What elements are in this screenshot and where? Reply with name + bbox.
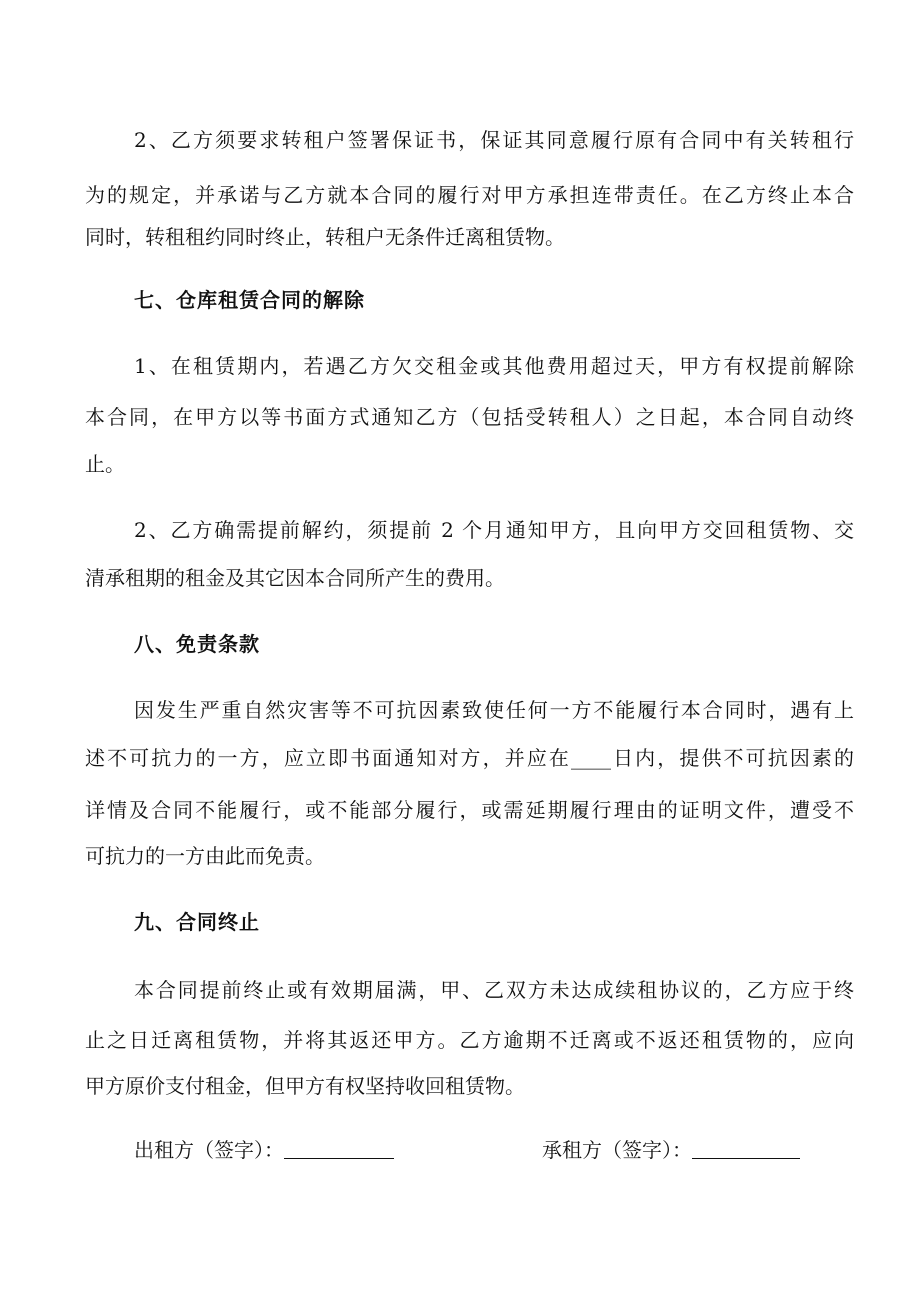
lessee-signature-blank[interactable] bbox=[692, 1138, 800, 1159]
section7-heading: 七、仓库租赁合同的解除 bbox=[134, 288, 365, 312]
s6-item2-line2: 为的规定，并承诺与乙方就本合同的履行对甲方承担连带责任。在乙方终止本合 bbox=[85, 183, 854, 207]
s8-line4: 可抗力的一方由此而免责。 bbox=[85, 844, 325, 868]
lessor-signature bbox=[134, 1137, 394, 1163]
s7-item1-line1: 1、在租赁期内，若遇乙方欠交租金或其他费用超过天，甲方有权提前解除 bbox=[134, 354, 854, 378]
section8-heading: 八、免责条款 bbox=[134, 632, 260, 656]
s8-line2: 述不可抗力的一方，应立即书面通知对方，并应在____日内，提供不可抗因素的 bbox=[85, 746, 854, 770]
lessee-signature-label: 承租方（签字）： bbox=[542, 1138, 692, 1162]
s9-line1: 本合同提前终止或有效期届满，甲、乙双方未达成续租协议的，乙方应于终 bbox=[134, 978, 854, 1002]
s9-line3: 甲方原价支付租金，但甲方有权坚持收回租赁物。 bbox=[85, 1074, 525, 1098]
s9-line2: 止之日迁离租赁物，并将其返还甲方。乙方逾期不迁离或不返还租赁物的，应向 bbox=[85, 1028, 854, 1052]
section9-heading: 九、合同终止 bbox=[134, 910, 260, 934]
s6-item2-line1: 2、乙方须要求转租户签署保证书，保证其同意履行原有合同中有关转租行 bbox=[134, 128, 854, 152]
s8-line1: 因发生严重自然灾害等不可抗因素致使任何一方不能履行本合同时，遇有上 bbox=[134, 698, 854, 722]
s7-item2-line2: 清承租期的租金及其它因本合同所产生的费用。 bbox=[85, 566, 505, 590]
lessor-signature-blank[interactable] bbox=[284, 1138, 394, 1159]
s7-item1-line3: 止。 bbox=[85, 452, 125, 476]
s6-item2-line3: 同时，转租租约同时终止，转租户无条件迁离租赁物。 bbox=[85, 225, 565, 249]
s7-item2-line1: 2、乙方确需提前解约，须提前 2 个月通知甲方，且向甲方交回租赁物、交 bbox=[134, 518, 854, 542]
lessor-signature-label: 出租方（签字）： bbox=[134, 1138, 284, 1162]
s8-line3: 详情及合同不能履行，或不能部分履行，或需延期履行理由的证明文件，遭受不 bbox=[85, 798, 854, 822]
lessee-signature bbox=[542, 1137, 800, 1163]
s7-item1-line2: 本合同，在甲方以等书面方式通知乙方（包括受转租人）之日起，本合同自动终 bbox=[85, 405, 854, 429]
